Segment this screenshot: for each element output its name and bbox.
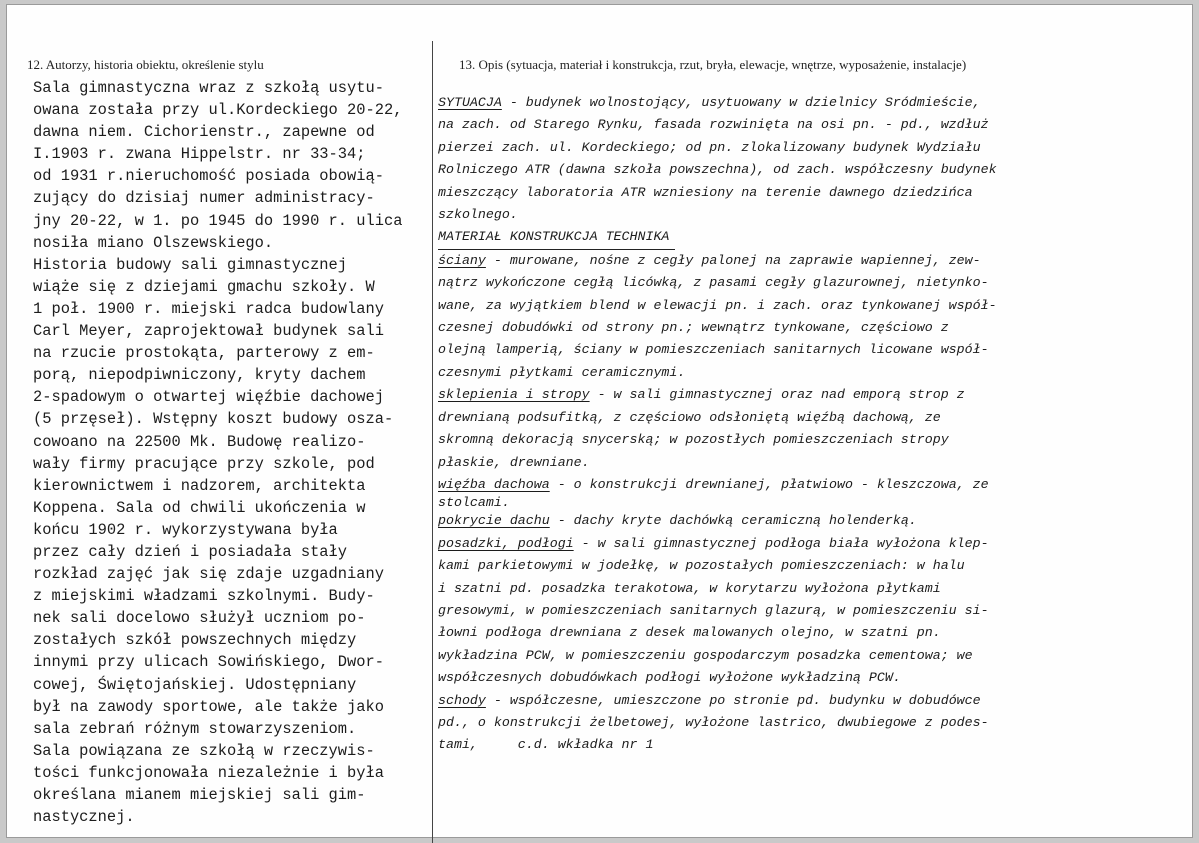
text-line: gresowymi, w pomieszczeniach sanitarnych glazurą, w pomieszczeniu si- bbox=[438, 602, 989, 618]
text-line: skromną dekoracją snycerską; w pozostłych pomieszczeniach stropy bbox=[438, 432, 949, 448]
text-line: drewnianą podsufitką, z częściowo odsłoniętą więźbą dachową, ze bbox=[438, 409, 941, 425]
history-line: był na zawody sportowe, ale także jako bbox=[33, 697, 384, 716]
history-line: kierownictwem i nadzorem, architekta bbox=[33, 476, 366, 495]
text-line: wane, za wyjątkiem blend w elewacji pn. i zach. oraz tynkowanej współ- bbox=[438, 297, 997, 313]
text-line: pd., o konstrukcji żelbetowej, wyłożone lastrico, dwubiegowe z podes- bbox=[438, 714, 989, 730]
history-line: od 1931 r.nieruchomość posiada obowią- bbox=[33, 167, 384, 186]
text-line: i szatni pd. posadzka terakotowa, w korytarzu wyłożona płytkami bbox=[438, 580, 941, 596]
history-line: cowej, Świętojańskiej. Udostępniany bbox=[33, 675, 357, 694]
history-line: na rzucie prostokąta, parterowy z em- bbox=[33, 344, 375, 363]
history-line: tości funkcjonowała niezależnie i była bbox=[33, 763, 384, 782]
history-line: Koppena. Sala od chwili ukończenia w bbox=[33, 498, 366, 517]
text-line: kami parkietowymi w jodełkę, w pozostałych pomieszczeniach: w halu bbox=[438, 558, 965, 574]
sytuacja-label: SYTUACJA bbox=[438, 95, 502, 110]
history-line: porą, niepodpiwniczony, kryty dachem bbox=[33, 366, 366, 385]
material-heading: MATERIAŁ KONSTRUKCJA TECHNIKA bbox=[438, 226, 675, 249]
sciany-label: ściany bbox=[438, 252, 486, 268]
pokrycie-label: pokrycie dachu bbox=[438, 513, 550, 529]
wiezba-line: więźba dachowa - o konstrukcji drewnianej, płatwiowo - kleszczowa, ze bbox=[438, 476, 989, 492]
pokrycie-line: pokrycie dachu - dachy kryte dachówką ceramiczną holenderką. bbox=[438, 513, 917, 529]
history-line: owana została przy ul.Kordeckiego 20-22, bbox=[33, 101, 403, 120]
text-line: na zach. od Starego Rynku, fasada rozwinięta na osi pn. - pd., wzdłuż bbox=[438, 117, 989, 133]
text-line: stolcami. bbox=[438, 496, 510, 511]
column-divider bbox=[432, 41, 433, 843]
wiezba-label: więźba dachowa bbox=[438, 476, 550, 492]
history-text bbox=[33, 77, 421, 828]
posadzki-line: posadzki, podłogi - w sali gimnastycznej podłoga biała wyłożona klep- bbox=[438, 535, 989, 551]
history-line: jny 20-22, w 1. po 1945 do 1990 r. ulica bbox=[33, 211, 403, 230]
history-line: Sala powiązana ze szkołą w rzeczywis- bbox=[33, 741, 375, 760]
history-line: nek sali docelowo służył uczniom po- bbox=[33, 609, 366, 628]
history-line: określana mianem miejskiej sali gim- bbox=[33, 786, 366, 804]
history-line: dawna niem. Cichorienstr., zapewne od bbox=[33, 123, 375, 142]
text-line: współczesnych dobudówkach podłogi wyłożone wykładziną PCW. bbox=[438, 670, 901, 686]
history-line: Carl Meyer, zaprojektował budynek sali bbox=[33, 322, 384, 341]
text-line: płaskie, drewniane. bbox=[438, 454, 590, 470]
history-line: nosiła miano Olszewskiego. bbox=[33, 233, 274, 252]
history-line: Sala gimnastyczna wraz z szkołą usytu- bbox=[33, 79, 384, 97]
sytuacja-line: SYTUACJA - budynek wolnostojący, usytuowany w dzielnicy Sródmieście, bbox=[438, 95, 981, 110]
history-line: cowoano na 22500 Mk. Budowę realizo- bbox=[33, 432, 366, 451]
text-line: pierzei zach. ul. Kordeckiego; od pn. zlokalizowany budynek Wydziału bbox=[438, 139, 981, 155]
history-line: rozkład zajęć jak się zdaje uzgadniany bbox=[33, 565, 384, 584]
text-line: mieszczący laboratoria ATR wzniesiony na terenie dawnego dziedzińca bbox=[438, 184, 973, 200]
left-column-header: 12. Autorzy, historia obiektu, określenie stylu bbox=[27, 57, 264, 72]
text-line: szkolnego. bbox=[438, 207, 518, 223]
history-line: wiąże się z dziejami gmachu szkoły. W bbox=[33, 277, 375, 296]
schody-label: schody bbox=[438, 692, 486, 708]
history-line: (5 przęseł). Wstępny koszt budowy osza- bbox=[33, 410, 394, 429]
text-line: nątrz wykończone cegłą licówką, z pasami cegły glazurownej, nietynko- bbox=[438, 275, 989, 291]
sklepienia-line: sklepienia i stropy - w sali gimnastycznej oraz nad emporą strop z bbox=[438, 387, 965, 403]
history-line: innymi przy ulicach Sowińskiego, Dwor- bbox=[33, 653, 384, 672]
history-line: 1 poł. 1900 r. miejski radca budowlany bbox=[33, 299, 384, 318]
material-heading-line bbox=[438, 226, 1183, 249]
history-line: 2-spadowym o otwartej więźbie dachowej bbox=[33, 388, 384, 407]
text-line: wykładzina PCW, w pomieszczeniu gospodarczym posadzka cementowa; we bbox=[438, 647, 973, 663]
history-line: zujący do dzisiaj numer administracy- bbox=[33, 189, 375, 208]
right-column-header: 13. Opis (sytuacja, materiał i konstrukcja, rzut, bryła, elewacje, wnętrze, wyposażenie, instalacje) bbox=[459, 57, 967, 72]
sciany-line: ściany - murowane, nośne z cegły palonej na zaprawie wapiennej, zew- bbox=[438, 252, 981, 268]
text-line: łowni podłoga drewniana z desek malowanych olejno, w szatni pn. bbox=[438, 625, 941, 641]
history-line: I.1903 r. zwana Hippelstr. nr 33-34; bbox=[33, 145, 366, 164]
text-line: Rolniczego ATR (dawna szkoła powszechna), od zach. współczesny budynek bbox=[438, 162, 997, 178]
history-line: nastycznej. bbox=[33, 808, 135, 827]
history-line: przez cały dzień i posiadała stały bbox=[33, 542, 348, 561]
posadzki-label: posadzki, podłogi bbox=[438, 535, 574, 551]
sklepienia-label: sklepienia i stropy bbox=[438, 387, 590, 403]
history-line: zostałych szkół powszechnych między bbox=[33, 631, 357, 650]
text-line: czesnej dobudówki od strony pn.; wewnątrz tynkowane, częściowo z bbox=[438, 320, 949, 336]
text-line: olejną lamperią, ściany w pomieszczeniach sanitarnych licowane współ- bbox=[438, 342, 989, 358]
history-line: wały firmy pracujące przy szkole, pod bbox=[33, 454, 375, 473]
text-line: czesnymi płytkami ceramicznymi. bbox=[438, 364, 686, 380]
history-line: Historia budowy sali gimnastycznej bbox=[33, 255, 348, 274]
history-line: końcu 1902 r. wykorzystywana była bbox=[33, 520, 338, 539]
schody-line: schody - współczesne, umieszczone po stronie pd. budynku w dobudówce bbox=[438, 692, 981, 708]
history-line: z miejskimi władzami szkolnymi. Budy- bbox=[33, 587, 375, 606]
history-line: sala zebrań różnym stowarzyszeniom. bbox=[33, 719, 357, 738]
text-line: tami, c.d. wkładka nr 1 bbox=[438, 737, 654, 753]
description-text bbox=[438, 92, 1183, 757]
